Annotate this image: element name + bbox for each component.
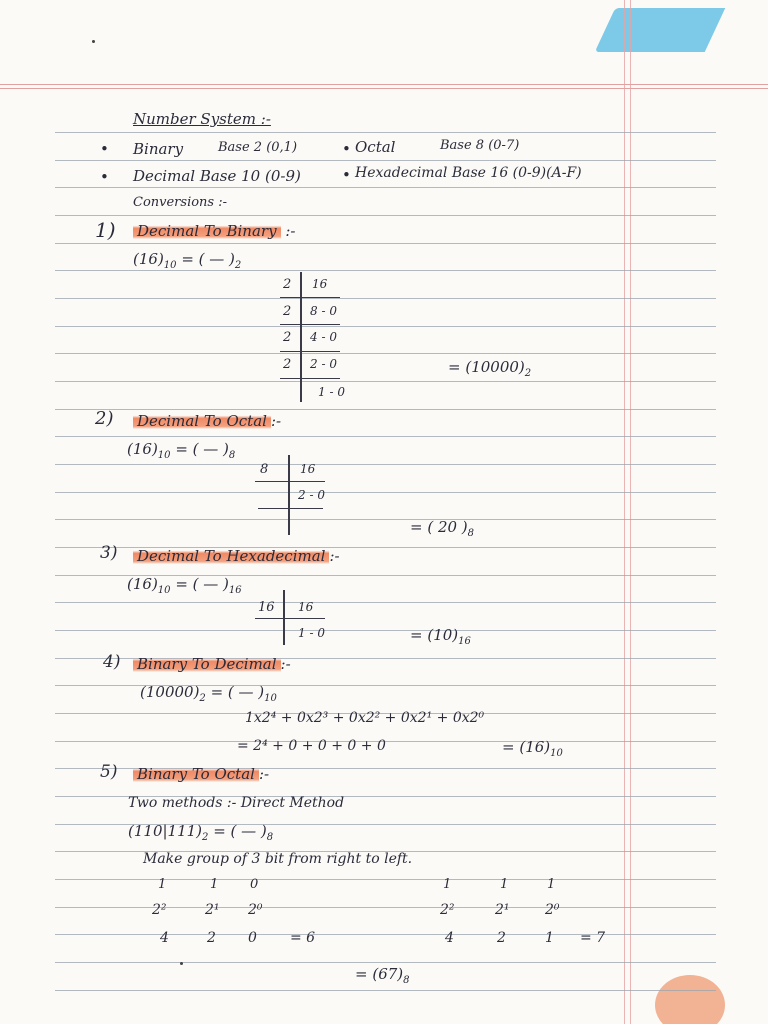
equation: $(16)_{10}$ = ( — )$_2$ [133,250,242,271]
section-title: Decimal To Hexadecimal :- [133,547,340,565]
bit: 1 [443,877,452,892]
division-bar [300,272,302,402]
quotient: 8 - 0 [310,304,337,318]
quotient: 2 - 0 [310,357,337,371]
bit: 1 [158,877,167,892]
power: 2² [440,902,455,918]
margin-line [624,0,625,1024]
quotient: 16 [298,600,314,614]
equation: $(10000)_2$ = ( — )$_{10}$ [140,683,277,704]
conversions-title: Conversions :- [133,195,228,210]
section-title: Decimal To Binary :- [133,222,295,240]
header-line [0,84,768,85]
value: 0 [248,930,257,946]
quotient: 2 - 0 [298,488,325,502]
page-title: Number System :- [133,110,271,128]
quotient: 16 [300,462,316,476]
divisor: 8 [260,462,269,477]
equation: $(16)_{10}$ = ( — )$_8$ [127,440,236,461]
section-title: Binary To Decimal :- [133,655,291,673]
bit: 1 [500,877,509,892]
bullet: • [342,166,351,184]
divisor: 16 [258,600,275,615]
value: 2 [207,930,216,946]
section-number: 3) [100,543,118,563]
binary-label: Binary [133,140,184,158]
octal-label: Octal [355,138,396,156]
value: 2 [497,930,506,946]
quotient: 1 - 0 [318,385,345,399]
header-line [0,88,768,89]
bullet: • [100,168,109,186]
divisor: 2 [283,357,292,372]
section-title: Decimal To Octal :- [133,412,281,430]
divisor: 2 [283,277,292,292]
divisor: 2 [283,330,292,345]
value: 4 [160,930,169,946]
value: 1 [545,930,554,946]
result: = ( 20 )$_8$ [410,518,475,539]
bullet: • [342,140,351,158]
power: 2² [152,902,167,918]
equation: $(110|111)_2$ = ( — )$_8$ [128,822,274,843]
bit: 0 [250,877,259,892]
sum: = 2⁴ + 0 + 0 + 0 + 0 [237,738,386,754]
margin-line [630,0,631,1024]
bit: 1 [547,877,556,892]
value: = 6 [290,930,316,946]
ink-dot [92,40,95,43]
instruction: Make group of 3 bit from right to left. [143,851,413,867]
bullet: • [100,140,109,158]
result: = $(67)_8$ [355,965,410,986]
hex-label: Hexadecimal Base 16 (0-9)(A-F) [355,165,582,181]
division-bar [288,455,290,535]
result: = $(16)_{10}$ [502,738,563,759]
equation: $(16)_{10}$ = ( — )$_{16}$ [127,575,242,596]
tape-decoration [595,8,726,52]
result: = $(10000)_2$ [448,358,532,379]
flower-decoration [655,975,725,1024]
section-number: 2) [95,408,114,429]
section-number: 5) [100,762,118,782]
quotient: 4 - 0 [310,330,337,344]
binary-base: Base 2 (0,1) [218,140,298,155]
quotient: 1 - 0 [298,626,325,640]
ink-dot [180,962,183,965]
result: = $(10)_{16}$ [410,626,471,647]
quotient: 16 [312,277,328,291]
bit: 1 [210,877,219,892]
section-title: Binary To Octal :- [133,765,269,783]
power: 2¹ [205,902,220,918]
section-number: 4) [103,652,121,672]
value: = 7 [580,930,606,946]
octal-base: Base 8 (0-7) [440,138,520,153]
expansion: 1x2⁴ + 0x2³ + 0x2² + 0x2¹ + 0x2⁰ [245,710,485,726]
power: 2⁰ [545,902,560,918]
power: 2⁰ [248,902,263,918]
decimal-label: Decimal Base 10 (0-9) [133,167,301,185]
divisor: 2 [283,304,292,319]
power: 2¹ [495,902,510,918]
value: 4 [445,930,454,946]
methods: Two methods :- Direct Method [128,795,345,811]
section-number: 1) [95,218,116,242]
